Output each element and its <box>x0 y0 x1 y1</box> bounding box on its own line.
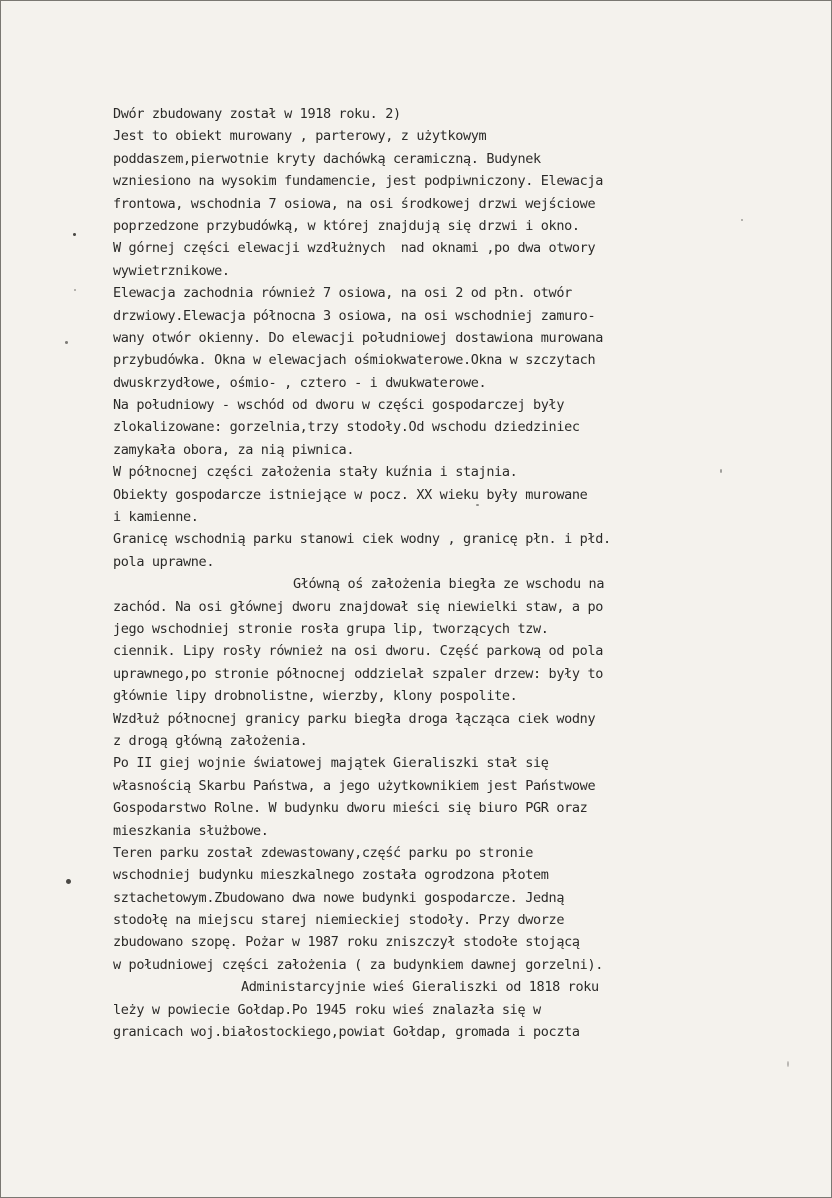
text-line: uprawnego,po stronie północnej oddzielał szpaler drzew: były to <box>113 665 603 682</box>
scan-speck <box>65 341 68 344</box>
text-line: dwuskrzydłowe, ośmio- , cztero - i dwukwaterowe. <box>113 374 487 391</box>
scan-speck <box>741 219 743 221</box>
text-line: drzwiowy.Elewacja północna 3 osiowa, na osi wschodniej zamuro- <box>113 307 596 324</box>
scan-speck <box>476 504 479 506</box>
text-line: wywietrznikowe. <box>113 262 230 279</box>
text-line: Jest to obiekt murowany , parterowy, z użytkowym <box>113 128 487 145</box>
scan-speck <box>66 879 71 884</box>
text-line: Administarcyjnie wieś Gieraliszki od 1818 roku <box>241 979 599 996</box>
text-line: mieszkania służbowe. <box>113 822 269 839</box>
text-line: własnością Skarbu Państwa, a jego użytkownikiem jest Państwowe <box>113 777 596 794</box>
text-line: zachód. Na osi głównej dworu znajdował się niewielki staw, a po <box>113 598 603 615</box>
scan-speck <box>73 233 76 236</box>
text-line: Wzdłuż północnej granicy parku biegła droga łącząca ciek wodny <box>113 710 596 727</box>
text-line: Po II giej wojnie światowej majątek Gieraliszki stał się <box>113 755 549 772</box>
text-line: Elewacja zachodnia również 7 osiowa, na osi 2 od płn. otwór <box>113 285 572 302</box>
text-line: Dwór zbudowany został w 1918 roku. 2) <box>113 106 401 122</box>
scan-speck <box>787 1061 789 1067</box>
text-line: z drogą główną założenia. <box>113 732 308 749</box>
text-line: wschodniej budynku mieszkalnego została ogrodzona płotem <box>113 867 549 884</box>
text-line: przybudówka. Okna w elewacjach ośmiokwaterowe.Okna w szczytach <box>113 352 596 369</box>
text-line: w południowej części założenia ( za budynkiem dawnej gorzelni). <box>113 956 603 973</box>
text-line: Granicę wschodnią parku stanowi ciek wodny , granicę płn. i płd. <box>113 531 611 548</box>
text-line: Na południowy - wschód od dworu w części gospodarczej były <box>113 397 565 414</box>
text-line: zlokalizowane: gorzelnia,trzy stodoły.Od wschodu dziedziniec <box>113 419 580 436</box>
text-line: Gospodarstwo Rolne. W budynku dworu mieści się biuro PGR oraz <box>113 800 588 817</box>
text-line: Teren parku został zdewastowany,część parku po stronie <box>113 844 533 861</box>
text-line: W północnej części założenia stały kuźnia i stajnia. <box>113 464 518 481</box>
text-line: ciennik. Lipy rosły również na osi dworu. Część parkową od pola <box>113 643 603 660</box>
text-line: granicach woj.białostockiego,powiat Gołdap, gromada i poczta <box>113 1024 580 1041</box>
text-line: frontowa, wschodnia 7 osiowa, na osi środkowej drzwi wejściowe <box>113 195 596 212</box>
text-line: wzniesiono na wysokim fundamencie, jest podpiwniczony. Elewacja <box>113 173 603 190</box>
scan-speck <box>74 289 76 291</box>
text-line: poddaszem,pierwotnie kryty dachówką ceramiczną. Budynek <box>113 150 541 167</box>
scan-speck <box>720 469 722 473</box>
text-line: poprzedzone przybudówką, w której znajdują się drzwi i okno. <box>113 217 580 234</box>
text-line: zbudowano szopę. Pożar w 1987 roku zniszczył stodołe stojącą <box>113 934 580 951</box>
typed-text-body <box>113 103 813 1043</box>
text-line: i kamienne. <box>113 509 199 526</box>
text-line: pola uprawne. <box>113 553 215 570</box>
text-line: Obiekty gospodarcze istniejące w pocz. XX wieku były murowane <box>113 486 588 503</box>
text-line: wany otwór okienny. Do elewacji południowej dostawiona murowana <box>113 329 603 346</box>
text-line: sztachetowym.Zbudowano dwa nowe budynki gospodarcze. Jedną <box>113 889 565 906</box>
text-line: głównie lipy drobnolistne, wierzby, klony pospolite. <box>113 688 518 705</box>
text-line: Główną oś założenia biegła ze wschodu na <box>293 576 605 593</box>
text-line: W górnej części elewacji wzdłużnych nad oknami ,po dwa otwory <box>113 240 596 257</box>
text-line: stodołę na miejscu starej niemieckiej stodoły. Przy dworze <box>113 912 565 929</box>
text-line: leży w powiecie Gołdap.Po 1945 roku wieś znalazła się w <box>113 1001 541 1018</box>
text-line: jego wschodniej stronie rosła grupa lip, tworzących tzw. <box>113 620 549 637</box>
text-line: zamykała obora, za nią piwnica. <box>113 441 355 458</box>
